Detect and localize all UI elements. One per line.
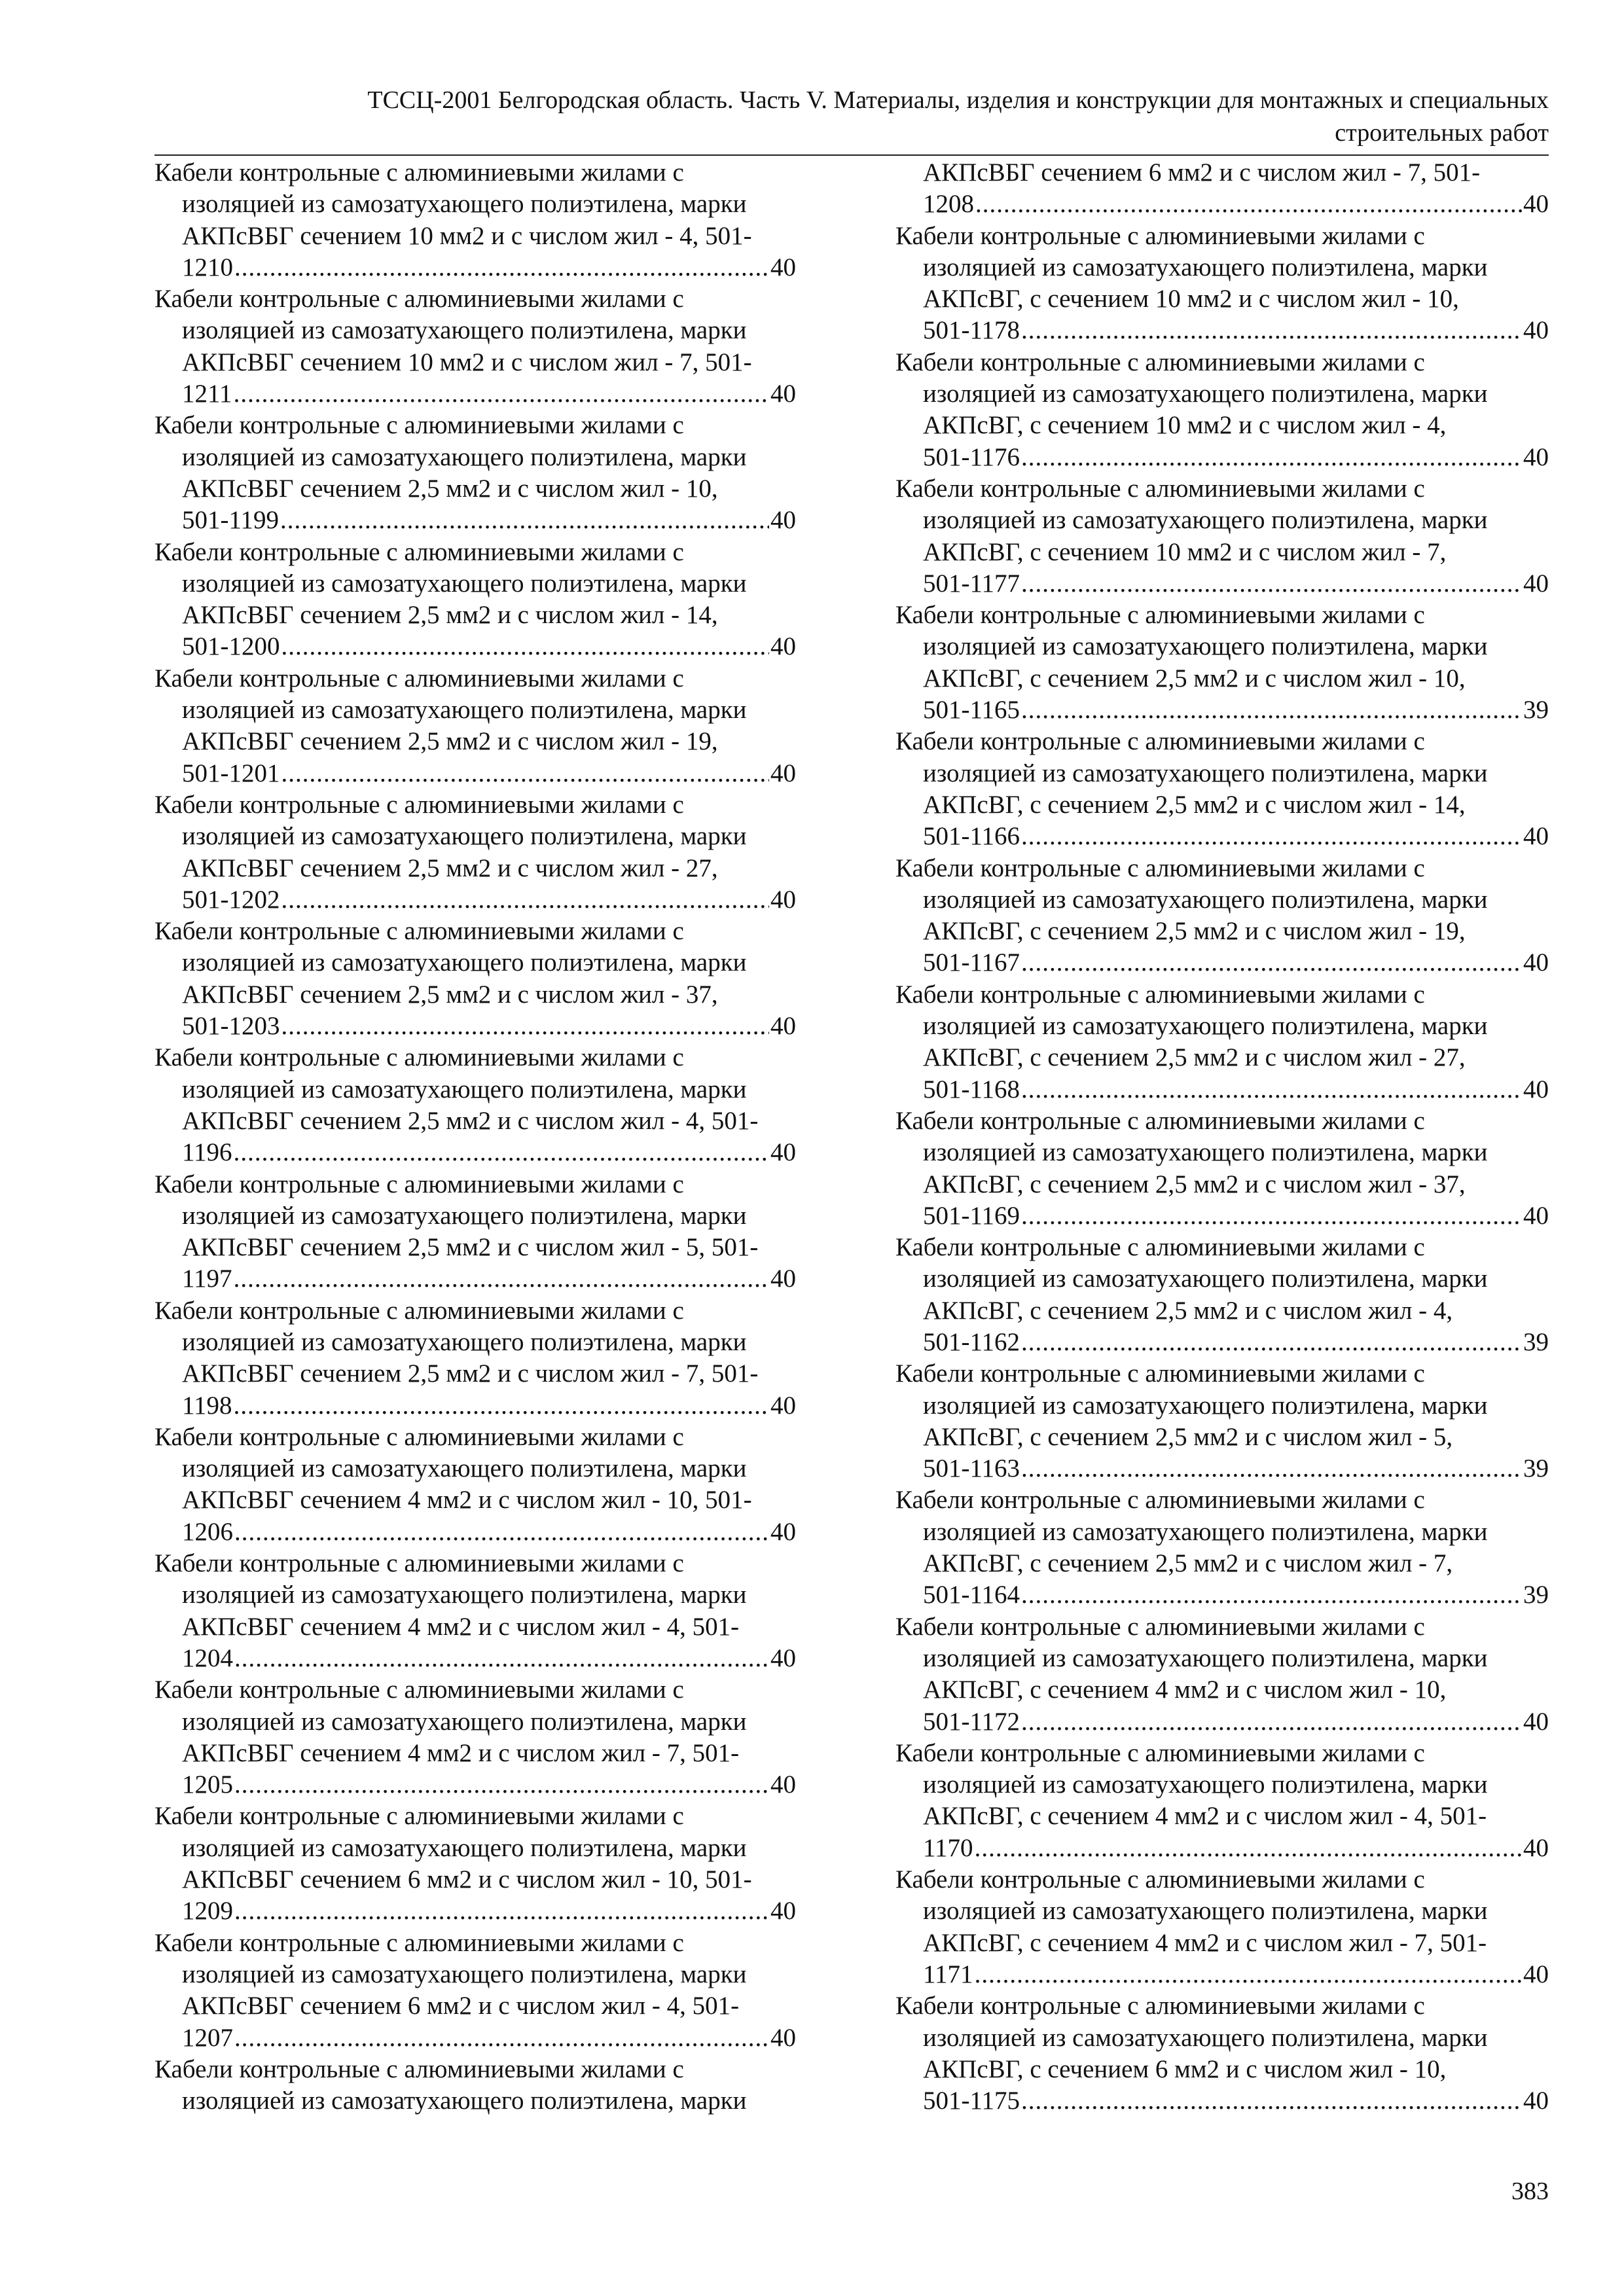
entry-line: Кабели контрольные с алюминиевыми жилами с <box>895 1738 1425 1767</box>
dot-leader <box>234 2022 769 2054</box>
entry-line: Кабели контрольные с алюминиевыми жилами с <box>895 1992 1425 2020</box>
entry-code-line <box>895 1579 1549 1611</box>
entry-code: 501-1175 <box>923 2087 1020 2115</box>
entry-code: 501-1164 <box>923 1581 1020 1609</box>
entry-page-ref: 40 <box>770 759 796 787</box>
entry-line: изоляцией из самозатухающего полиэтилена, марки <box>182 442 747 471</box>
entry-line: АКПсВГ, с сечением 4 мм2 и с числом жил - 7, 501- <box>923 1928 1487 1957</box>
entry-line: АКПсВБГ сечением 6 мм2 и с числом жил - 7, 501- <box>923 158 1481 187</box>
entry-line: изоляцией из самозатухающего полиэтилена, марки <box>923 253 1488 281</box>
entry-line: Кабели контрольные с алюминиевыми жилами с <box>154 1549 684 1578</box>
dot-leader <box>234 378 769 410</box>
index-entry <box>154 1548 796 1674</box>
index-entry <box>895 1232 1549 1358</box>
entry-page-ref: 40 <box>1523 442 1549 471</box>
entry-code-line <box>154 1390 796 1422</box>
entry-line: АКПсВГ, с сечением 2,5 мм2 и с числом жил - 37, <box>923 1170 1466 1198</box>
index-entry-partial <box>154 2054 796 2117</box>
dot-leader <box>1021 821 1522 852</box>
entry-line: изоляцией из самозатухающего полиэтилена, марки <box>182 948 747 977</box>
entry-line: АКПсВГ, с сечением 4 мм2 и с числом жил - 10, <box>923 1676 1447 1704</box>
entry-code: 501-1203 <box>182 1012 280 1041</box>
entry-line: изоляцией из самозатухающего полиэтилена, марки <box>182 1960 747 1988</box>
dot-leader <box>234 1263 769 1295</box>
entry-line: АКПсВБГ сечением 2,5 мм2 и с числом жил - 37, <box>182 980 718 1009</box>
entry-line: изоляцией из самозатухающего полиэтилена, марки <box>923 1770 1488 1799</box>
entry-code: 1196 <box>182 1138 232 1167</box>
index-entry <box>895 1358 1549 1484</box>
dot-leader <box>975 1959 1522 1990</box>
entry-line: АКПсВБГ сечением 10 мм2 и с числом жил - 4, 501- <box>182 221 752 250</box>
entry-code-line <box>895 1327 1549 1358</box>
entry-line: АКПсВБГ сечением 4 мм2 и с числом жил - 10, 501- <box>182 1486 752 1515</box>
entry-code-line <box>895 1200 1549 1232</box>
entry-code-line <box>154 378 796 410</box>
entry-code-line <box>895 1959 1549 1990</box>
entry-line: изоляцией из самозатухающего полиэтилена, марки <box>182 1707 747 1736</box>
entry-line: АКПсВГ, с сечением 2,5 мм2 и с числом жил - 5, <box>923 1422 1453 1451</box>
entry-page-ref: 40 <box>770 1265 796 1293</box>
entry-code: 1205 <box>182 1770 233 1799</box>
index-entry <box>154 1169 796 1295</box>
entry-code-line <box>895 821 1549 852</box>
entry-code-line <box>895 568 1549 600</box>
index-entry <box>154 1801 796 1927</box>
entry-line: изоляцией из самозатухающего полиэтилена, марки <box>182 1075 747 1103</box>
entry-line: изоляцией из самозатухающего полиэтилена, марки <box>182 1454 747 1483</box>
entry-line: Кабели контрольные с алюминиевыми жилами с <box>895 1612 1425 1641</box>
entry-line: Кабели контрольные с алюминиевыми жилами с <box>154 917 684 946</box>
entry-line: АКПсВГ, с сечением 2,5 мм2 и с числом жил - 19, <box>923 917 1466 946</box>
entry-code: 501-1166 <box>923 822 1020 851</box>
entry-code: 1197 <box>182 1265 232 1293</box>
entry-line: АКПсВГ, с сечением 4 мм2 и с числом жил - 4, 501- <box>923 1802 1487 1831</box>
index-entry <box>895 1611 1549 1738</box>
index-entry <box>154 283 796 410</box>
entry-code-line <box>895 1453 1549 1484</box>
index-entry <box>895 726 1549 852</box>
entry-code-line <box>154 1263 796 1295</box>
dot-leader <box>1021 442 1522 473</box>
entry-line: изоляцией из самозатухающего полиэтилена, марки <box>923 1012 1488 1041</box>
dot-leader <box>1021 694 1522 726</box>
entry-page-ref: 39 <box>1523 696 1549 725</box>
index-entry <box>895 221 1549 347</box>
dot-leader <box>234 1643 769 1674</box>
entry-code-line <box>154 2022 796 2054</box>
dot-leader <box>234 1137 769 1168</box>
entry-line: АКПсВБГ сечением 2,5 мм2 и с числом жил - 27, <box>182 853 718 882</box>
entry-code: 501-1167 <box>923 948 1020 977</box>
dot-leader <box>975 188 1522 220</box>
entry-line: АКПсВБГ сечением 2,5 мм2 и с числом жил - 14, <box>182 601 718 630</box>
entry-code-line <box>154 884 796 916</box>
entry-line: изоляцией из самозатухающего полиэтилена, марки <box>923 2023 1488 2052</box>
entry-code: 501-1165 <box>923 696 1020 725</box>
index-column-left <box>154 157 796 2117</box>
entry-code: 501-1199 <box>182 506 280 535</box>
entry-code-line <box>154 505 796 536</box>
entry-line: Кабели контрольные с алюминиевыми жилами с <box>154 285 684 314</box>
dot-leader <box>234 1769 769 1801</box>
entry-line: Кабели контрольные с алюминиевыми жилами с <box>154 2054 684 2083</box>
entry-line: изоляцией из самозатухающего полиэтилена, марки <box>182 1581 747 1609</box>
entry-line: АКПсВБГ сечением 6 мм2 и с числом жил - 4, 501- <box>182 1992 740 2020</box>
entry-code-line <box>154 1769 796 1801</box>
entry-code: 501-1201 <box>182 759 280 787</box>
entry-code-line <box>895 1706 1549 1738</box>
entry-page-ref: 40 <box>1523 190 1549 219</box>
entry-code: 501-1162 <box>923 1327 1020 1356</box>
entry-line: Кабели контрольные с алюминиевыми жилами с <box>895 1865 1425 1894</box>
entry-page-ref: 40 <box>770 632 796 661</box>
entry-line: изоляцией из самозатухающего полиэтилена, марки <box>182 316 747 345</box>
dot-leader <box>1021 1200 1522 1232</box>
dot-leader <box>281 631 770 662</box>
entry-code: 1171 <box>923 1960 973 1988</box>
dot-leader <box>1021 1579 1522 1611</box>
dot-leader <box>234 1895 769 1927</box>
entry-line: АКПсВГ, с сечением 2,5 мм2 и с числом жил - 27, <box>923 1043 1466 1072</box>
entry-line: АКПсВГ, с сечением 10 мм2 и с числом жил - 4, <box>923 411 1447 440</box>
entry-line: изоляцией из самозатухающего полиэтилена, марки <box>923 1643 1488 1672</box>
entry-page-ref: 40 <box>1523 316 1549 345</box>
entry-line: АКПсВБГ сечением 4 мм2 и с числом жил - 4, 501- <box>182 1612 740 1641</box>
entry-code-line <box>154 1643 796 1674</box>
dot-leader <box>234 1390 769 1422</box>
entry-line: Кабели контрольные с алюминиевыми жилами с <box>895 1359 1425 1388</box>
entry-page-ref: 40 <box>1523 948 1549 977</box>
entry-line: Кабели контрольные с алюминиевыми жилами с <box>895 980 1425 1009</box>
entry-line: Кабели контрольные с алюминиевыми жилами с <box>154 1928 684 1957</box>
dot-leader <box>281 758 770 789</box>
dot-leader <box>234 252 769 283</box>
index-entry <box>895 1105 1549 1232</box>
entry-code: 501-1177 <box>923 569 1020 598</box>
entry-line: Кабели контрольные с алюминиевыми жилами с <box>154 790 684 819</box>
entry-code-line <box>895 1074 1549 1105</box>
entry-line: Кабели контрольные с алюминиевыми жилами с <box>895 1233 1425 1262</box>
entry-code-line <box>154 1011 796 1042</box>
entry-code: 501-1168 <box>923 1075 1020 1103</box>
entry-line: АКПсВГ, с сечением 2,5 мм2 и с числом жил - 10, <box>923 664 1466 692</box>
entry-code: 1198 <box>182 1391 232 1420</box>
entry-line: Кабели контрольные с алюминиевыми жилами с <box>154 1422 684 1451</box>
entry-code-line <box>154 252 796 283</box>
dot-leader <box>1021 315 1522 346</box>
entry-code-line <box>895 188 1549 220</box>
entry-page-ref: 40 <box>1523 569 1549 598</box>
dot-leader <box>280 505 769 536</box>
entry-code: 1208 <box>923 190 974 219</box>
dot-leader <box>1021 1074 1522 1105</box>
entry-line: изоляцией из самозатухающего полиэтилена, марки <box>923 885 1488 914</box>
entry-line: изоляцией из самозатухающего полиэтилена, марки <box>923 1138 1488 1167</box>
entry-line: АКПсВБГ сечением 2,5 мм2 и с числом жил - 7, 501- <box>182 1359 759 1388</box>
entry-page-ref: 40 <box>770 1643 796 1672</box>
entry-line: Кабели контрольные с алюминиевыми жилами с <box>154 1170 684 1198</box>
entry-line: изоляцией из самозатухающего полиэтилена, марки <box>923 1265 1488 1293</box>
entry-code: 1210 <box>182 253 233 281</box>
entry-page-ref: 40 <box>770 253 796 281</box>
dot-leader <box>281 1011 770 1042</box>
index-entry <box>895 1738 1549 1864</box>
entry-code: 501-1176 <box>923 442 1020 471</box>
dot-leader <box>1021 568 1522 600</box>
dot-leader <box>1021 947 1522 978</box>
entry-line: изоляцией из самозатухающего полиэтилена, марки <box>923 1391 1488 1420</box>
entry-line: Кабели контрольные с алюминиевыми жилами с <box>895 853 1425 882</box>
entry-page-ref: 40 <box>770 1391 796 1420</box>
entry-line: изоляцией из самозатухающего полиэтилена, марки <box>182 190 747 219</box>
entry-code-line <box>154 1895 796 1927</box>
entry-code-line <box>895 315 1549 346</box>
entry-code: 501-1178 <box>923 316 1020 345</box>
entry-page-ref: 40 <box>770 2023 796 2052</box>
entry-page-ref: 40 <box>770 1012 796 1041</box>
header-title: ТССЦ-2001 Белгородская область. Часть V. Материалы, изделия и конструкции для монтажных и специальных <box>367 86 1549 114</box>
entry-page-ref: 40 <box>770 1138 796 1167</box>
entry-code: 1207 <box>182 2023 233 2052</box>
index-entry <box>154 789 796 916</box>
entry-code: 1209 <box>182 1897 233 1926</box>
entry-page-ref: 40 <box>770 1517 796 1546</box>
index-entry <box>895 347 1549 473</box>
index-entry <box>154 157 796 283</box>
index-entry <box>154 1674 796 1801</box>
entry-line: Кабели контрольные с алюминиевыми жилами с <box>154 1676 684 1704</box>
entry-page-ref: 40 <box>1523 1960 1549 1988</box>
entry-line: Кабели контрольные с алюминиевыми жилами с <box>154 537 684 566</box>
entry-line: Кабели контрольные с алюминиевыми жилами с <box>154 1043 684 1072</box>
entry-page-ref: 40 <box>1523 1075 1549 1103</box>
entry-line: изоляцией из самозатухающего полиэтилена, марки <box>923 506 1488 535</box>
dot-leader <box>975 1833 1522 1864</box>
index-entry <box>154 1042 796 1168</box>
entry-page-ref: 40 <box>1523 2087 1549 2115</box>
entry-line: изоляцией из самозатухающего полиэтилена, марки <box>182 2087 747 2115</box>
entry-line: АКПсВГ, с сечением 2,5 мм2 и с числом жил - 7, <box>923 1549 1453 1578</box>
entry-code: 501-1169 <box>923 1201 1020 1230</box>
entry-code: 501-1202 <box>182 885 280 914</box>
index-entry <box>154 663 796 789</box>
entry-page-ref: 39 <box>1523 1327 1549 1356</box>
entry-line: АКПсВБГ сечением 2,5 мм2 и с числом жил - 10, <box>182 474 718 503</box>
entry-line: АКПсВГ, с сечением 2,5 мм2 и с числом жил - 14, <box>923 790 1466 819</box>
entry-line: АКПсВБГ сечением 4 мм2 и с числом жил - 7, 501- <box>182 1738 740 1767</box>
index-entry <box>154 410 796 536</box>
index-entry <box>895 979 1549 1105</box>
entry-code: 501-1200 <box>182 632 280 661</box>
entry-code-line <box>895 947 1549 978</box>
entry-line: изоляцией из самозатухающего полиэтилена, марки <box>182 1327 747 1356</box>
entry-line: изоляцией из самозатухающего полиэтилена, марки <box>923 759 1488 787</box>
page-number: 383 <box>1511 2178 1549 2205</box>
entry-line: Кабели контрольные с алюминиевыми жилами с <box>154 158 684 187</box>
entry-code: 501-1172 <box>923 1707 1020 1736</box>
index-column-right <box>895 157 1549 2117</box>
entry-line: изоляцией из самозатухающего полиэтилена, марки <box>923 1897 1488 1926</box>
entry-line: Кабели контрольные с алюминиевыми жилами с <box>895 221 1425 250</box>
entry-line: АКПсВГ, с сечением 10 мм2 и с числом жил - 7, <box>923 537 1447 566</box>
entry-code: 1204 <box>182 1643 233 1672</box>
entry-page-ref: 40 <box>770 506 796 535</box>
entry-line: Кабели контрольные с алюминиевыми жилами с <box>154 664 684 692</box>
entry-line: АКПсВБГ сечением 2,5 мм2 и с числом жил - 4, 501- <box>182 1106 759 1135</box>
entry-page-ref: 40 <box>1523 1833 1549 1862</box>
entry-line: изоляцией из самозатухающего полиэтилена, марки <box>923 1517 1488 1546</box>
running-header <box>154 84 1549 156</box>
index-entry <box>895 473 1549 600</box>
header-title-continued: строительных работ <box>1335 119 1549 147</box>
index-entry-continued <box>895 157 1549 221</box>
entry-line: АКПсВГ, с сечением 2,5 мм2 и с числом жил - 4, <box>923 1296 1453 1325</box>
entry-code-line <box>895 694 1549 726</box>
dot-leader <box>1021 1327 1522 1358</box>
entry-code: 1206 <box>182 1517 233 1546</box>
entry-page-ref: 40 <box>770 1770 796 1799</box>
entry-line: Кабели контрольные с алюминиевыми жилами с <box>895 474 1425 503</box>
dot-leader <box>234 1516 769 1548</box>
dot-leader <box>1021 1706 1522 1738</box>
entry-page-ref: 39 <box>1523 1581 1549 1609</box>
index-entry <box>895 1864 1549 1990</box>
entry-code-line <box>895 1833 1549 1864</box>
index-entry <box>895 1990 1549 2117</box>
entry-code-line <box>154 1516 796 1548</box>
entry-line: Кабели контрольные с алюминиевыми жилами с <box>895 1486 1425 1515</box>
entry-line: АКПсВБГ сечением 10 мм2 и с числом жил - 7, 501- <box>182 348 752 376</box>
entry-code-line <box>154 758 796 789</box>
entry-page-ref: 40 <box>770 1897 796 1926</box>
index-entry <box>154 1422 796 1548</box>
entry-line: изоляцией из самозатухающего полиэтилена, марки <box>923 380 1488 408</box>
index-entry <box>895 600 1549 726</box>
dot-leader <box>1021 1453 1522 1484</box>
entry-line: АКПсВБГ сечением 6 мм2 и с числом жил - 10, 501- <box>182 1865 752 1894</box>
entry-line: Кабели контрольные с алюминиевыми жилами с <box>895 1106 1425 1135</box>
entry-code-line <box>895 442 1549 473</box>
entry-line: Кабели контрольные с алюминиевыми жилами с <box>154 1802 684 1831</box>
entry-code-line <box>154 631 796 662</box>
entry-line: изоляцией из самозатухающего полиэтилена, марки <box>182 822 747 851</box>
index-entry <box>895 853 1549 979</box>
entry-line: изоляцией из самозатухающего полиэтилена, марки <box>182 696 747 725</box>
dot-leader <box>281 884 770 916</box>
dot-leader <box>1021 2085 1522 2117</box>
entry-line: АКПсВГ, с сечением 10 мм2 и с числом жил - 10, <box>923 285 1459 314</box>
entry-line: изоляцией из самозатухающего полиэтилена, марки <box>182 1201 747 1230</box>
entry-page-ref: 40 <box>1523 1201 1549 1230</box>
entry-line: Кабели контрольные с алюминиевыми жилами с <box>154 1296 684 1325</box>
entry-page-ref: 40 <box>770 885 796 914</box>
entry-code: 1211 <box>182 380 232 408</box>
entry-code-line <box>154 1137 796 1168</box>
index-entry <box>154 537 796 663</box>
index-entry <box>154 1295 796 1422</box>
entry-line: Кабели контрольные с алюминиевыми жилами с <box>895 727 1425 756</box>
entry-code: 1170 <box>923 1833 973 1862</box>
entry-line: изоляцией из самозатухающего полиэтилена, марки <box>923 632 1488 661</box>
entry-line: Кабели контрольные с алюминиевыми жилами с <box>154 411 684 440</box>
entry-page-ref: 40 <box>1523 1707 1549 1736</box>
entry-code: 501-1163 <box>923 1454 1020 1483</box>
index-entry <box>895 1484 1549 1611</box>
entry-page-ref: 40 <box>770 380 796 408</box>
index-entry <box>154 916 796 1042</box>
entry-line: АКПсВГ, с сечением 6 мм2 и с числом жил - 10, <box>923 2054 1447 2083</box>
entry-line: АКПсВБГ сечением 2,5 мм2 и с числом жил - 19, <box>182 727 718 756</box>
index-entry <box>154 1928 796 2054</box>
entry-line: изоляцией из самозатухающего полиэтилена, марки <box>182 569 747 598</box>
entry-line: Кабели контрольные с алюминиевыми жилами с <box>895 601 1425 630</box>
entry-line: изоляцией из самозатухающего полиэтилена, марки <box>182 1833 747 1862</box>
entry-page-ref: 40 <box>1523 822 1549 851</box>
entry-code-line <box>895 2085 1549 2117</box>
entry-page-ref: 39 <box>1523 1454 1549 1483</box>
entry-line: АКПсВБГ сечением 2,5 мм2 и с числом жил - 5, 501- <box>182 1233 759 1262</box>
entry-line: Кабели контрольные с алюминиевыми жилами с <box>895 348 1425 376</box>
